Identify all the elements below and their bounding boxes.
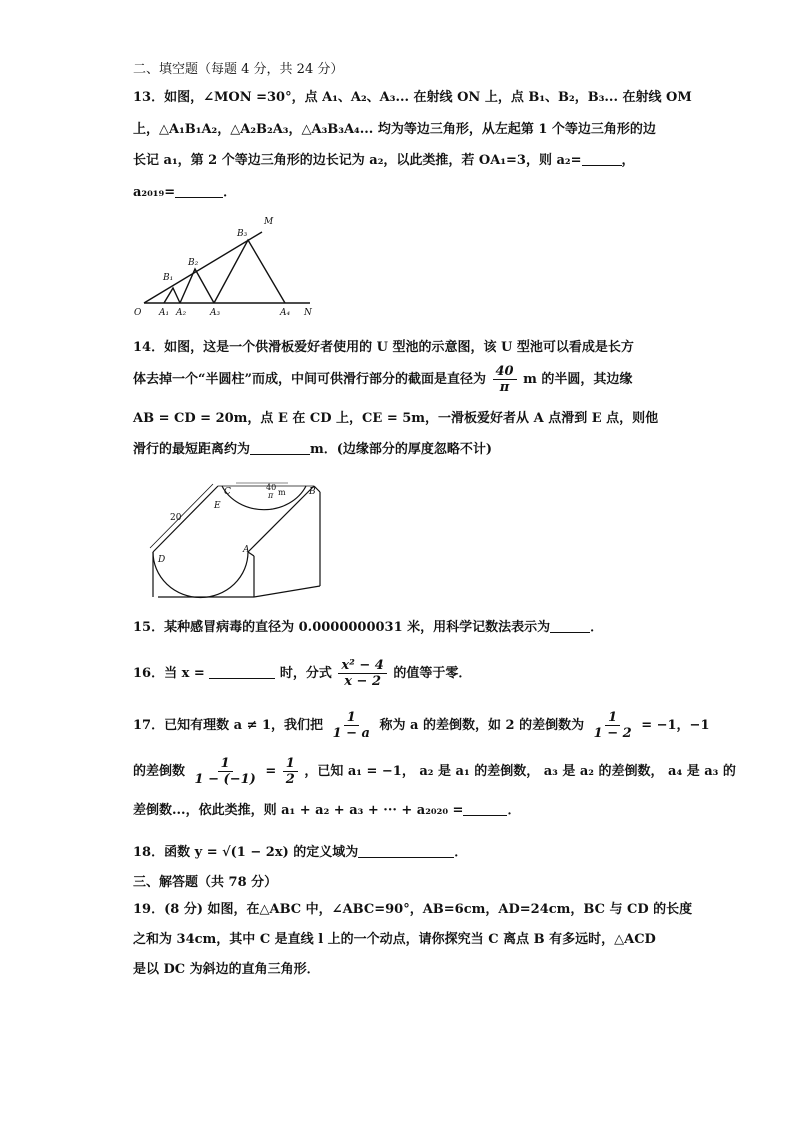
label-a: A [243, 545, 250, 555]
q18-text: 18．函数 y = √(1 − 2x) 的定义域为 [133, 845, 359, 860]
label-b3: B₃ [237, 229, 248, 239]
q15-tail: ． [590, 620, 604, 635]
q13-line4-tail: ． [223, 185, 237, 200]
q14-line3: AB = CD = 20m，点 E 在 CD 上，CE = 5m，一滑板爱好者从 A 点滑到 E 点，则他 [133, 411, 659, 426]
q18-tail: ． [454, 845, 468, 860]
q19-line3: 是以 DC 为斜边的直角三角形． [133, 962, 320, 977]
answer-blank[interactable] [550, 620, 590, 633]
ray-om [144, 232, 262, 303]
fraction-denominator: 1 − a [332, 726, 370, 741]
label-diameter-num: 40 [266, 483, 277, 492]
q17-line1-tail: = −1，−1 [641, 718, 710, 733]
section-header: 二、填空题（每题 4 分，共 24 分） [133, 62, 344, 77]
q14-line4-text: 滑行的最短距离约为 [133, 442, 251, 457]
q14-diameter-fraction [493, 364, 517, 395]
q13-line3-tail: ， [621, 153, 635, 168]
label-a4: A₄ [280, 308, 291, 318]
label-n: N [304, 308, 312, 318]
triangle-3 [214, 240, 285, 303]
fraction-denominator: 1 − 2 [593, 726, 632, 741]
label-b1: B₁ [163, 273, 174, 283]
q16-fraction [338, 658, 386, 689]
fraction-numerator: x² − 4 [338, 658, 386, 674]
q13-line2: 上，△A₁B₁A₂，△A₂B₂A₃，△A₃B₃A₄... 均为等边三角形，从左起第 1 个等边三角形的边 [133, 122, 656, 137]
q15-text: 15．某种感冒病毒的直径为 0.0000000031 米，用科学记数法表示为 [133, 620, 551, 635]
label-a1: A₁ [159, 308, 170, 318]
section-header: 三、解答题（共 78 分） [133, 875, 278, 890]
q13-line4-text: a₂₀₁₉= [133, 185, 176, 200]
label-b: B [309, 487, 316, 497]
label-diameter-den: π [268, 491, 274, 500]
label-c: C [224, 487, 231, 497]
q14-line2-tail: m 的半圆，其边缘 [523, 372, 633, 387]
fraction-numerator: 1 [218, 756, 233, 772]
answer-blank[interactable] [463, 803, 507, 816]
dimension-line [150, 484, 213, 548]
q13-line3 [133, 151, 635, 171]
q13-figure [130, 210, 330, 320]
q17-line1 [133, 710, 710, 741]
q16-text-mid: 时，分式 [279, 666, 332, 681]
fraction-numerator: 1 [283, 756, 298, 772]
q17-line2 [133, 756, 736, 787]
answer-blank[interactable] [250, 442, 310, 455]
edge-bottom-right [254, 586, 320, 597]
triangle-2 [180, 269, 214, 303]
q17-fraction-3 [192, 756, 259, 787]
q13-line3-text: 长记 a₁，第 2 个等边三角形的边长记为 a₂，以此类推，若 OA₁=3，则 a₂= [133, 153, 582, 168]
label-diameter-unit: m [278, 488, 286, 497]
label-b2: B₂ [188, 258, 199, 268]
label-a3: A₃ [210, 308, 221, 318]
q14-line4-tail: m．(边缘部分的厚度忽略不计) [310, 442, 493, 457]
edge-cd [153, 486, 218, 552]
q17-line3 [133, 801, 520, 821]
fraction-numerator: 40 [493, 364, 517, 380]
q18-line [133, 843, 467, 863]
q17-fraction-1 [330, 710, 373, 741]
q17-fraction-2 [591, 710, 635, 741]
q17-line2-tail: ，已知 a₁ = −1， a₂ 是 a₁ 的差倒数， a₃ 是 a₂ 的差倒数， a₄ 是 a₃ 的 [304, 764, 736, 779]
q17-line2-text: 的差倒数 [133, 764, 186, 779]
fraction-numerator: 1 [344, 710, 359, 726]
fraction-denominator: 1 − (−1) [194, 772, 256, 787]
answer-blank[interactable] [582, 153, 622, 166]
fraction-denominator: 2 [285, 772, 295, 787]
q17-line1-text: 17．已知有理数 a ≠ 1，我们把 [133, 718, 324, 733]
label-o: O [134, 308, 142, 318]
label-e: E [214, 501, 221, 511]
q16-line [133, 658, 471, 689]
label-d: D [158, 555, 166, 565]
label-length: 20 [170, 513, 182, 523]
q13-line4 [133, 183, 236, 203]
q17-line3-tail: ． [507, 803, 521, 818]
q17-line3-text: 差倒数...，依此类推，则 a₁ + a₂ + a₃ + ··· + a₂₀₂₀ = [133, 803, 464, 818]
q14-line2 [133, 364, 632, 395]
q17-line2-eq: = [265, 764, 277, 779]
q19-line1: 19．(8 分) 如图，在△ABC 中，∠ABC=90°，AB=6cm，AD=24cm，BC 与 CD 的长度 [133, 902, 693, 917]
q14-line4 [133, 440, 492, 460]
answer-blank[interactable] [175, 185, 223, 198]
q14-line1: 14．如图，这是一个供滑板爱好者使用的 U 型池的示意图，该 U 型池可以看成是长方 [133, 340, 634, 355]
q16-tail: 的值等于零． [393, 666, 472, 681]
answer-blank[interactable] [209, 666, 275, 679]
fraction-denominator: x − 2 [344, 674, 381, 689]
q19-line2: 之和为 34cm，其中 C 是直线 l 上的一个动点，请你探究当 C 离点 B 有多远时，△ACD [133, 932, 656, 947]
fraction-denominator: π [499, 380, 510, 395]
q14-figure [138, 476, 338, 606]
label-a2: A₂ [176, 308, 187, 318]
q16-text: 16．当 x = [133, 666, 205, 681]
q15-line [133, 618, 603, 638]
fraction-numerator: 1 [605, 710, 620, 726]
label-m: M [264, 217, 274, 227]
front-semicircle [153, 552, 248, 597]
q17-fraction-4 [283, 756, 298, 787]
q13-line1: 13．如图，∠MON =30°，点 A₁、A₂、A₃... 在射线 ON 上，点 B₁、B₂，B₃... 在射线 OM [133, 90, 692, 105]
q14-line2-text: 体去掉一个“半圆柱”而成，中间可供滑行部分的截面是直径为 [133, 372, 486, 387]
answer-blank[interactable] [358, 845, 454, 858]
q17-line1-mid: 称为 a 的差倒数，如 2 的差倒数为 [379, 718, 585, 733]
